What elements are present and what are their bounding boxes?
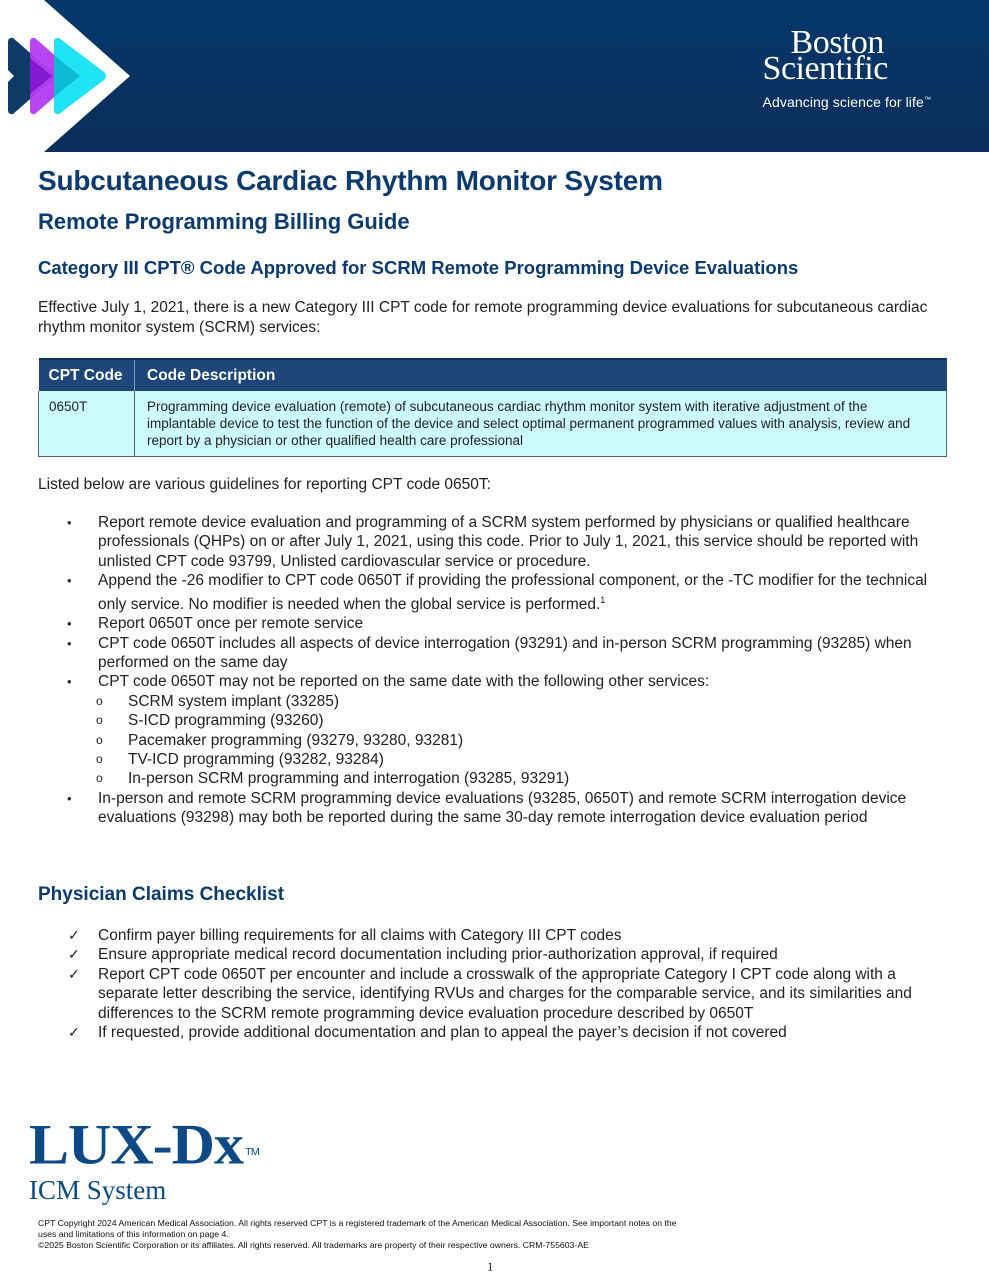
cell-description: Programming device evaluation (remote) of subcutaneous cardiac rhythm monitor system with iterative adjustment of the implantable device to test the function of the device and select optimal permanent programmed values with analysis, review and report by a physician or other qualified health care professional [135,391,947,457]
brand-line1: Boston [790,24,884,61]
column-header-cpt-code: CPT Code [39,359,135,391]
checkmark-icon: ✓ [68,965,80,982]
guidelines-lead: Listed below are various guidelines for reporting CPT code 0650T: [38,476,491,493]
section-heading-checklist: Physician Claims Checklist [38,884,285,905]
sub-list-item-text: SCRM system implant (33285) [128,692,340,710]
bullet-icon: • [67,674,72,690]
claims-checklist [38,926,943,1042]
sub-bullet-icon: o [96,752,103,767]
sub-list-item [38,711,943,730]
sub-list-item-text: S-ICD programming (93260) [128,712,324,730]
sub-bullet-icon: o [96,771,103,786]
sub-list-item [38,769,943,788]
sub-list-item-text: In-person SCRM programming and interrogation (93285, 93291) [128,770,570,788]
checklist-item [38,926,943,945]
header-banner [0,0,989,152]
checklist-item [38,965,943,1023]
page-number: 1 [487,1259,494,1274]
sub-list-item-text: TV-ICD programming (93282, 93284) [128,751,384,769]
bullet-icon: • [67,616,72,632]
sub-bullet-icon: o [96,693,103,708]
product-tm: TM [245,1146,259,1158]
list-item-text: In-person and remote SCRM programming device evaluations (93285, 0650T) and remote SCRM interrogation device evaluations (93298) may both be reported during the same 30-day remote interrogation device evaluation period [98,789,907,827]
footnote-marker: 1 [600,594,606,605]
list-item-text: CPT code 0650T includes all aspects of device interrogation (93291) and in-person SCRM programming (93285) when performed on the same day [98,634,912,671]
legal-copyright-ama: CPT Copyright 2024 American Medical Association. All rights reserved CPT is a registered trademark of the American Medical Association. See important notes on the uses and limitations of this information on page 4. [38,1218,677,1239]
checklist-item-text: Confirm payer billing requirements for all claims with Category III CPT codes [98,927,622,944]
checklist-item-text: If requested, provide additional documentation and plan to appeal the payer’s decision if not covered [98,1024,787,1042]
checkmark-icon: ✓ [68,927,80,943]
cpt-code-table [38,358,947,457]
legal-copyright-bsc: ©2025 Boston Scientific Corporation or its affiliates. All rights reserved. All trademarks are property of their respective owners. CRM-755603-AE [38,1240,589,1250]
tagline-text: Advancing science for life [762,94,924,110]
checkmark-icon: ✓ [68,1024,80,1041]
page-subtitle: Remote Programming Billing Guide [38,209,410,234]
list-item-text: Report 0650T once per remote service [98,615,364,633]
bullet-icon: • [67,635,72,651]
sub-list-item [38,731,943,750]
sub-bullet-icon: o [96,713,103,728]
product-logo-text: LUX-Dx [29,1113,243,1176]
product-name [29,1113,259,1176]
sub-list-item [38,692,943,711]
legal-notice [38,1218,688,1251]
list-item-text: CPT code 0650T may not be reported on the same date with the following other services: [98,673,710,691]
list-item [38,513,943,571]
list-item [38,634,943,673]
boston-scientific-logo [762,24,931,110]
guidelines-list [38,513,943,828]
product-subtitle: ICM System [29,1175,167,1205]
checklist-item [38,1023,943,1042]
tagline-tm: ™ [923,96,931,104]
checklist-item-text: Report CPT code 0650T per encounter and include a crosswalk of the appropriate Category I CPT code along with a separate letter describing the service, identifying RVUs and charges for the comparable service, and its similarities and differences to the SCRM remote programming device evaluation procedure described by 0650T [98,965,912,1022]
brand-tagline [763,94,931,110]
sub-bullet-icon: o [96,732,103,747]
bullet-icon: • [67,790,72,806]
checklist-item-text: Ensure appropriate medical record documentation including prior-authorization approval, if required [98,946,778,964]
list-item [38,571,943,614]
sub-list-item [38,750,943,769]
list-item [38,789,943,828]
lux-dx-logo [29,1113,259,1205]
table-row [39,391,947,457]
cell-cpt-code: 0650T [39,391,135,457]
list-item [38,614,943,633]
chevron-arrows-icon [8,38,106,114]
page-title: Subcutaneous Cardiac Rhythm Monitor System [38,165,663,196]
list-item-text: Append the -26 modifier to CPT code 0650T if providing the professional component, or the -TC modifier for the technical only service. No modifier is needed when the global service is performed. [98,572,928,613]
sub-list-item-text: Pacemaker programming (93279, 93280, 93281) [128,731,464,749]
bullet-icon: • [67,515,72,530]
table-header-row [39,359,947,391]
checklist-item [38,945,943,964]
brand-line2: Scientific [762,50,888,87]
list-item-text: Report remote device evaluation and programming of a SCRM system performed by physicians or qualified healthcare professionals (QHPs) on or after July 1, 2021, using this code. Prior to July 1, 2021, this service should be reported with unlisted CPT code 93799, Unlisted cardiovascular service or procedure. [98,514,919,570]
column-header-description: Code Description [135,359,947,391]
checkmark-icon: ✓ [68,946,80,963]
section-heading-cpt: Category III CPT® Code Approved for SCRM Remote Programming Device Evaluations [38,257,799,278]
list-item [38,672,943,691]
bullet-icon: • [67,573,72,589]
intro-paragraph: Effective July 1, 2021, there is a new Category III CPT code for remote programming device evaluations for subcutaneous cardiac rhythm monitor system (SCRM) services: [38,299,928,336]
